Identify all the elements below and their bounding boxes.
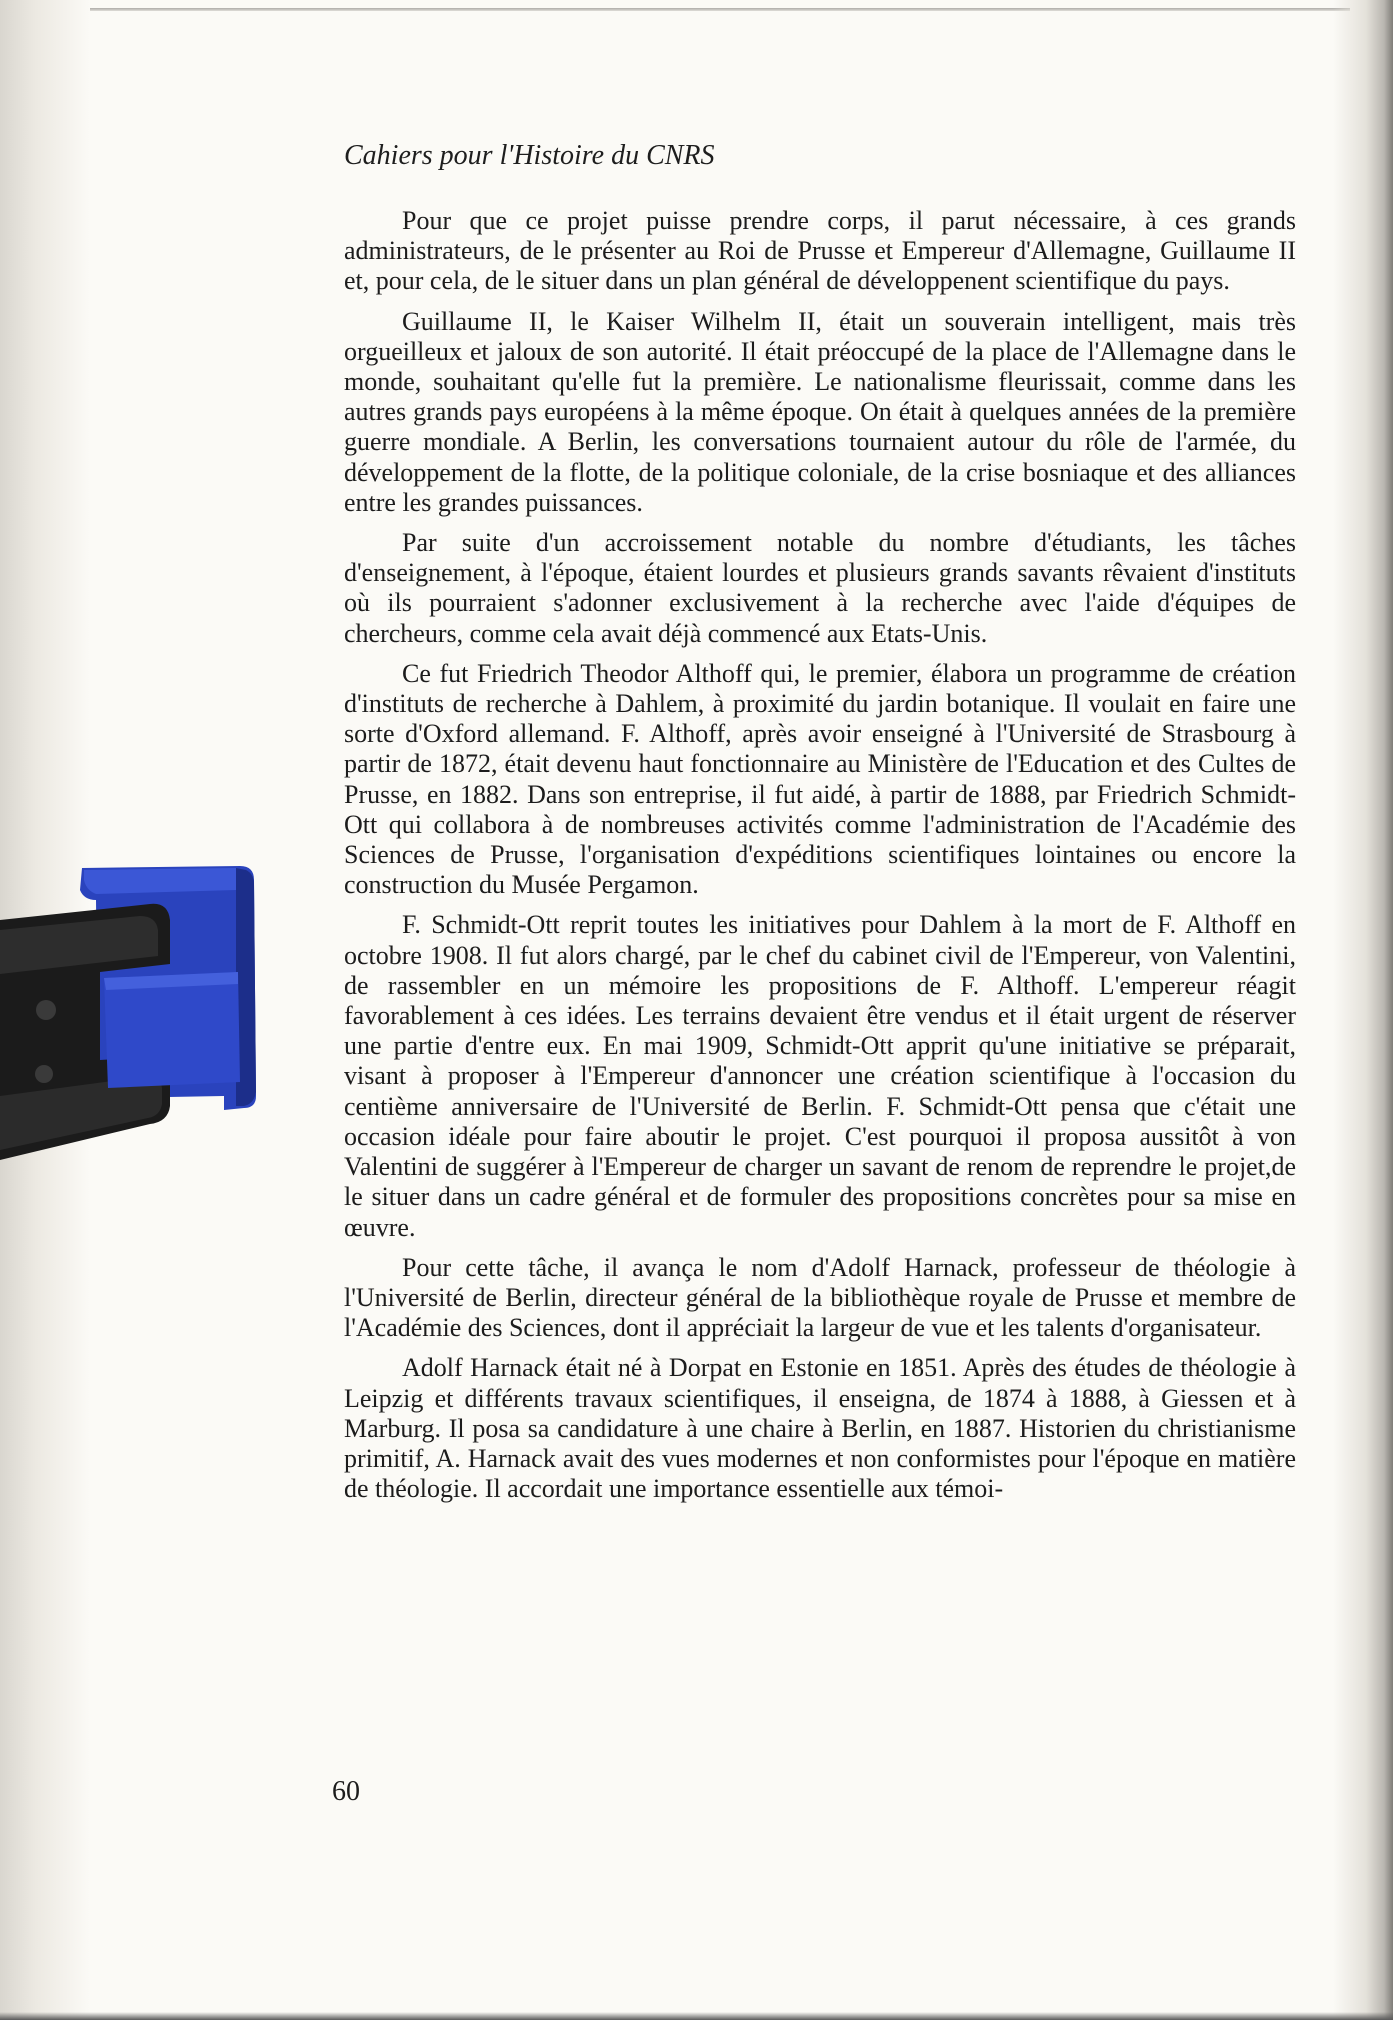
page-number: 60 xyxy=(332,1776,360,1807)
paragraph: Ce fut Friedrich Theodor Althoff qui, le premier, élabora un programme de création d'instituts de recherche à Dahlem, à proximité du jardin botanique. Il voulait en faire une sorte d'Oxford allemand. F. Althoff, après avoir enseigné à l'Université de Strasbourg à partir de 1872, était devenu haut fonctionnaire au Ministère de l'Education et des Cultes de Prusse, en 1882. Dans son entreprise, il fut aidé, à partir de 1888, par Friedrich Schmidt-Ott qui collabora à de nombreuses activités comme l'administration de l'Académie des Sciences de Prusse, l'organisation d'expéditions scientifiques lointaines ou encore la construction du Musée Pergamon. xyxy=(344,658,1296,900)
paragraph: Adolf Harnack était né à Dorpat en Estonie en 1851. Après des études de théologie à Leipzig et différents travaux scientifiques, il enseigna, de 1874 à 1888, à Giessen et à Marburg. Il posa sa candidature à une chaire à Berlin, en 1887. Historien du christianisme primitif, A. Harnack avait des vues modernes et non conformistes pour l'époque en matière de théologie. Il accordait une importance essentielle aux témoi- xyxy=(344,1353,1296,1504)
paragraph: Par suite d'un accroissement notable du nombre d'étudiants, les tâches d'enseignement, à l'époque, étaient lourdes et plusieurs grands savants rêvaient d'instituts où ils pourraient s'adonner exclusivement à la recherche avec l'aide d'équipes de chercheurs, comme cela avait déjà commencé aux Etats-Unis. xyxy=(344,528,1296,648)
body-text xyxy=(344,206,1296,1504)
paragraph: F. Schmidt-Ott reprit toutes les initiatives pour Dahlem à la mort de F. Althoff en octobre 1908. Il fut alors chargé, par le chef du cabinet civil de l'Empereur, von Valentini, de rassembler en un mémoire les propositions de F. Althoff. L'empereur réagit favorablement à ces idées. Les terrains devaient être vendus et il était urgent de réserver une partie d'entre eux. En mai 1909, Schmidt-Ott apprit qu'une initiative se préparait, visant à proposer à l'Empereur d'annoncer une création scientifique à l'occasion du centième anniversaire de l'Université de Berlin. F. Schmidt-Ott pensa que c'était une occasion idéale pour faire aboutir le projet. C'est pourquoi il proposa aussitôt à von Valentini de suggérer à l'Empereur de charger un savant de renom de reprendre le projet,de le situer dans un cadre général et de formuler des propositions concrètes pour sa mise en œuvre. xyxy=(344,910,1296,1242)
page-bottom-edge xyxy=(0,2012,1393,2020)
paragraph: Pour que ce projet puisse prendre corps, il parut nécessaire, à ces grands administrateurs, de le présenter au Roi de Prusse et Empereur d'Allemagne, Guillaume II et, pour cela, de le situer dans un plan général de développenent scientifique du pays. xyxy=(344,206,1296,296)
paragraph: Pour cette tâche, il avança le nom d'Adolf Harnack, professeur de théologie à l'Université de Berlin, directeur général de la bibliothèque royale de Prusse et membre de l'Académie des Sciences, dont il appréciait la largeur de vue et les talents d'organisateur. xyxy=(344,1252,1296,1343)
paragraph: Guillaume II, le Kaiser Wilhelm II, était un souverain intelligent, mais très orgueilleux et jaloux de son autorité. Il était préoccupé de la place de l'Allemagne dans le monde, souhaitant qu'elle fut la première. Le nationalisme fleurissait, comme dans les autres grands pays européens à la même époque. On était à quelques années de la première guerre mondiale. A Berlin, les conversations tournaient autour du rôle de l'armée, du développement de la flotte, de la politique coloniale, de la crise bosniaque et des alliances entre les grandes puissances. xyxy=(344,306,1296,517)
running-head: Cahiers pour l'Histoire du CNRS xyxy=(344,140,715,171)
binder-clip-icon xyxy=(0,860,260,1180)
page-right-edge xyxy=(1333,0,1393,2020)
page-top-edge xyxy=(90,8,1350,11)
